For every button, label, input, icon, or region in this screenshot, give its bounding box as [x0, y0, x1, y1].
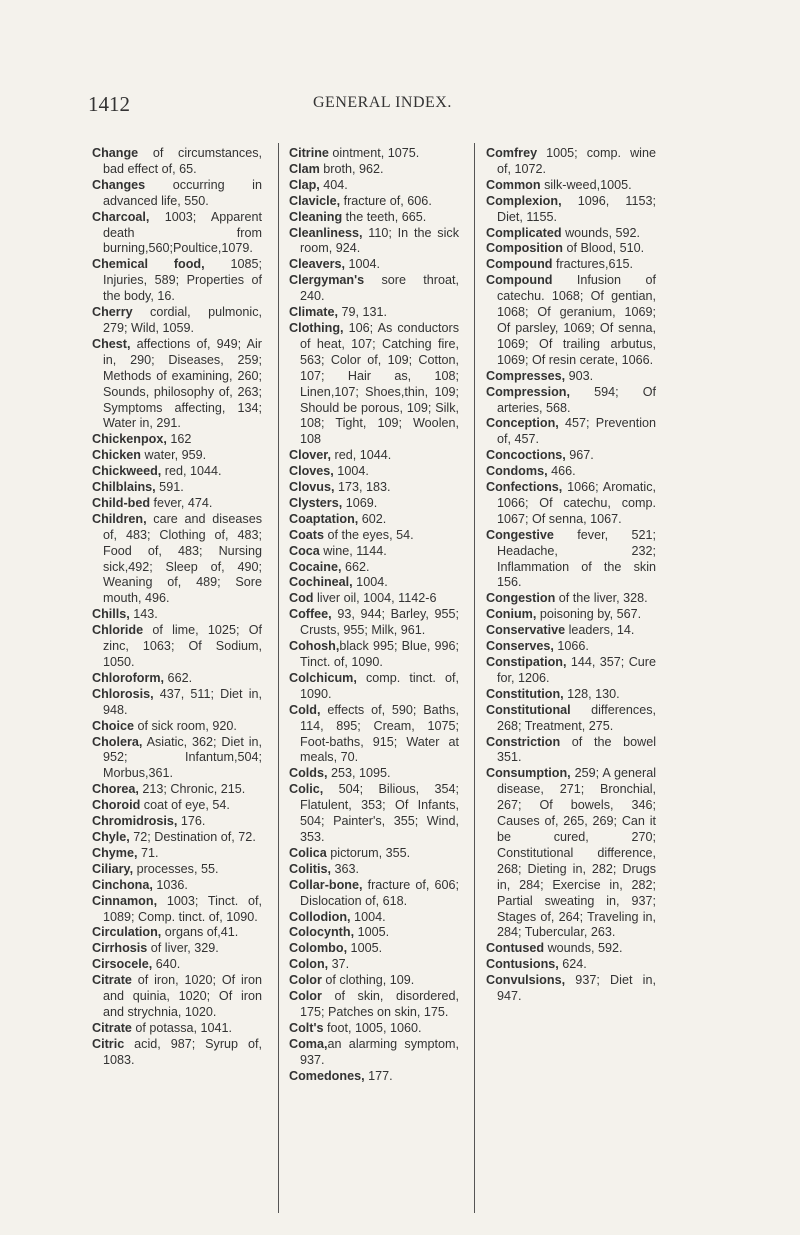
index-entry [92, 846, 262, 862]
index-term: Compresses, [486, 368, 566, 383]
index-entry [289, 1037, 459, 1069]
index-references: of iron, 1020; Of iron and quinia, 1020; Of iron and strychnia, 1020. [103, 973, 262, 1019]
index-entry [92, 941, 262, 957]
index-entry [289, 162, 459, 178]
index-references: 1005. [347, 941, 383, 956]
index-references: 1004. [350, 909, 386, 924]
index-term: Complicated [486, 225, 562, 240]
index-entry [289, 671, 459, 703]
index-term: Clovus, [289, 480, 335, 495]
index-references: 1085; Injuries, 589; Properties of the body, 16. [103, 257, 262, 304]
index-entry [289, 321, 459, 448]
index-references: fractures,615. [552, 257, 633, 272]
index-term: Charcoal, [92, 209, 150, 224]
index-references: of potassa, 1041. [131, 1020, 233, 1035]
index-references: 662. [341, 559, 370, 574]
index-references: wine, 1144. [319, 543, 387, 558]
index-entry [289, 1069, 459, 1085]
index-entry [486, 416, 656, 448]
index-term: Children, [92, 511, 147, 526]
index-references: 640. [152, 957, 181, 972]
index-references: 1066; Aromatic, 1066; Of catechu, comp. 1067; Of senna, 1067. [497, 480, 656, 526]
index-entry [92, 878, 262, 894]
index-term: Coma, [289, 1036, 328, 1051]
index-term: Cleanliness, [289, 225, 363, 240]
index-entry [289, 941, 459, 957]
index-term: Ciliary, [92, 861, 134, 876]
index-references: affections of, 949; Air in, 290; Diseases, 259; Methods of examining, 260; Sounds, philosophy of, 263; Symptoms affecting, 134; Water in, 291. [103, 336, 262, 431]
index-references: 437, 511; Diet in, 948. [103, 686, 262, 717]
index-entry [92, 973, 262, 1021]
index-references: 1005. [354, 925, 390, 940]
index-entry [92, 894, 262, 926]
index-term: Consumption, [486, 766, 571, 781]
index-entry [486, 273, 656, 368]
index-term: Congestion [486, 591, 556, 606]
index-references: 259; A general disease, 271; Bronchial, 267; Of bowels, 346; Causes of, 265, 269; Can it be cured, 270; Constitutional difference, 268; Dieting in, 282; Drugs in, 284; Exercise in, 282; Partial sweating in, 937; Stages of, 264; Traveling in, 284; Tubercular, 263. [497, 766, 656, 940]
index-references: 662. [164, 670, 193, 685]
index-term: Choice [92, 718, 134, 733]
index-term: Chloride [92, 623, 144, 638]
index-term: Constitution, [486, 686, 564, 701]
index-references: red, 1044. [331, 448, 392, 463]
index-entry [486, 957, 656, 973]
index-references: fever, 474. [150, 495, 213, 510]
index-entry [92, 432, 262, 448]
index-references: comp. tinct. of, 1090. [300, 670, 459, 701]
index-entry [92, 178, 262, 210]
index-references: 1005; comp. wine of, 1072. [497, 146, 656, 176]
index-term: Congestive [486, 527, 554, 542]
index-term: Clavicle, [289, 193, 341, 208]
index-term: Colica [289, 845, 327, 860]
index-references: 1004. [345, 257, 381, 272]
index-entry [486, 623, 656, 639]
index-term: Cirsocele, [92, 957, 153, 972]
index-entry [289, 989, 459, 1021]
index-term: Comfrey [486, 146, 538, 160]
index-references: processes, 55. [133, 861, 219, 876]
index-entry [289, 257, 459, 273]
index-entry [486, 226, 656, 242]
index-term: Cloves, [289, 464, 334, 479]
index-term: Chickweed, [92, 464, 162, 479]
index-references: 1004. [333, 464, 369, 479]
index-entry [92, 782, 262, 798]
index-references: water, 959. [141, 448, 207, 463]
index-entry [289, 178, 459, 194]
index-term: Colchicum, [289, 670, 357, 685]
index-term: Chemical food, [92, 257, 205, 272]
index-entry [486, 528, 656, 592]
index-entry [486, 257, 656, 273]
index-entry [289, 146, 459, 162]
index-term: Cherry [92, 305, 133, 320]
index-term: Concoctions, [486, 448, 566, 463]
index-references: liver oil, 1004, 1142-6 [313, 591, 437, 606]
index-references: 457; Prevention of, 457. [497, 416, 656, 447]
index-term: Chickenpox, [92, 432, 167, 447]
index-term: Colombo, [289, 941, 348, 956]
index-entry [486, 607, 656, 623]
column-divider [278, 143, 279, 1213]
index-term: Cholera, [92, 734, 143, 749]
index-entry [486, 369, 656, 385]
index-references: 176. [177, 814, 206, 829]
index-column-3 [486, 146, 656, 1005]
index-entry [486, 385, 656, 417]
index-references: 143. [129, 607, 158, 622]
index-references: black 995; Blue, 996; Tinct. of, 1090. [300, 639, 459, 669]
index-term: Colds, [289, 766, 328, 781]
index-term: Chest, [92, 336, 131, 351]
index-references: 1096, 1153; Diet, 1155. [497, 193, 656, 224]
index-entry [92, 607, 262, 623]
index-entry [92, 257, 262, 305]
index-term: Compression, [486, 384, 570, 399]
index-references: 110; In the sick room, 924. [300, 225, 459, 256]
index-term: Cleaning [289, 209, 343, 224]
index-term: Conception, [486, 416, 559, 431]
index-references: 624. [558, 957, 587, 972]
index-term: Constipation, [486, 655, 567, 669]
index-term: Colic, [289, 782, 324, 797]
index-entry [92, 957, 262, 973]
index-term: Citric [92, 1036, 125, 1051]
index-term: Clam [289, 161, 320, 176]
index-term: Cinnamon, [92, 893, 158, 908]
index-term: Chorea, [92, 782, 139, 797]
index-entry [486, 687, 656, 703]
index-references: silk-weed,1005. [540, 177, 632, 192]
index-entry [289, 226, 459, 258]
index-entry [289, 973, 459, 989]
index-references: organs of,41. [161, 925, 239, 940]
index-term: Color [289, 989, 322, 1004]
index-term: Colon, [289, 957, 329, 972]
index-entry [289, 194, 459, 210]
index-term: Chyle, [92, 829, 130, 844]
index-entry [289, 846, 459, 862]
index-references: 594; Of arteries, 568. [497, 384, 656, 415]
index-term: Colitis, [289, 861, 331, 876]
index-entry [92, 814, 262, 830]
index-references: 903. [565, 368, 594, 383]
index-term: Cod [289, 591, 314, 606]
index-references: fracture of, 606. [340, 193, 432, 208]
index-references: 466. [547, 464, 576, 479]
index-term: Citrate [92, 1020, 132, 1035]
index-references: of the liver, 328. [555, 591, 648, 606]
index-entry [289, 591, 459, 607]
index-references: red, 1044. [161, 464, 222, 479]
running-head: GENERAL INDEX. [313, 94, 452, 111]
index-references: 79, 131. [338, 305, 388, 320]
index-entry [92, 480, 262, 496]
index-entry [92, 798, 262, 814]
index-references: 1069. [342, 495, 378, 510]
index-term: Circulation, [92, 925, 162, 940]
page-header [88, 92, 708, 122]
index-references: 71. [137, 845, 159, 860]
index-references: 602. [358, 511, 387, 526]
index-entry [92, 1021, 262, 1037]
index-entry [486, 591, 656, 607]
index-term: Choroid [92, 798, 141, 813]
column-divider [474, 143, 475, 1213]
index-entry [92, 735, 262, 783]
index-entry [289, 862, 459, 878]
index-references: cordial, pulmonic, 279; Wild, 1059. [103, 305, 262, 335]
index-references: fever, 521; Headache, 232; Inflammation of the skin 156. [497, 527, 656, 590]
index-references: fracture of, 606; Dislocation of, 618. [300, 877, 459, 908]
index-entry [486, 655, 656, 687]
index-entry [486, 178, 656, 194]
index-references: 591. [155, 480, 184, 495]
index-references: of clothing, 109. [321, 973, 415, 988]
index-term: Citrate [92, 973, 132, 988]
index-entry [92, 623, 262, 671]
index-entry [92, 862, 262, 878]
index-entry [289, 464, 459, 480]
index-references: 37. [328, 957, 350, 972]
index-entry [486, 703, 656, 735]
index-term: Clap, [289, 177, 320, 192]
index-references: coat of eye, 54. [140, 798, 230, 813]
index-term: Constriction [486, 734, 561, 749]
index-entry [486, 766, 656, 941]
index-column-1 [92, 146, 262, 1069]
index-references: 1004. [352, 575, 388, 590]
index-references: 404. [319, 177, 348, 192]
index-entry [289, 575, 459, 591]
index-entry [486, 735, 656, 767]
index-references: 177. [364, 1068, 393, 1083]
index-term: Convulsions, [486, 973, 566, 988]
index-entry [289, 448, 459, 464]
index-references: 144, 357; Cure for, 1206. [497, 655, 656, 685]
index-references: of circumstances, bad effect of, 65. [103, 146, 262, 176]
index-entry [289, 878, 459, 910]
index-entry [289, 305, 459, 321]
index-term: Compound [486, 257, 553, 272]
index-references: poisoning by, 567. [536, 607, 642, 622]
index-references: of sick room, 920. [134, 718, 237, 733]
index-references: care and diseases of, 483; Clothing of, 483; Food of, 483; Nursing sick,492; Sleep of, 490; Weaning of, 489; Sore mouth, 496. [103, 511, 262, 606]
index-term: Chromidrosis, [92, 814, 178, 829]
index-references: effects of, 590; Baths, 114, 895; Cream, 1075; Foot-baths, 915; Water at meals, 70. [300, 702, 459, 765]
index-entry [289, 544, 459, 560]
index-entry [289, 560, 459, 576]
index-references: ointment, 1075. [328, 146, 420, 160]
index-term: Clover, [289, 448, 331, 463]
index-entry [486, 639, 656, 655]
index-term: Composition [486, 241, 563, 256]
index-references: 173, 183. [334, 480, 391, 495]
index-entry [289, 496, 459, 512]
index-term: Collar-bone, [289, 877, 363, 892]
index-term: Conserves, [486, 639, 554, 654]
index-entry [486, 973, 656, 1005]
index-references: 213; Chronic, 215. [138, 782, 246, 797]
index-entry [486, 941, 656, 957]
index-entry [289, 273, 459, 305]
index-term: Confections, [486, 480, 563, 495]
index-entry [486, 448, 656, 464]
index-entry [486, 464, 656, 480]
index-entry [289, 766, 459, 782]
index-term: Clergyman's [289, 273, 365, 288]
index-references: Infusion of catechu. 1068; Of gentian, 1068; Of geranium, 1069; Of parsley, 1069; Of senna, 1069; Of trailing arbutus, 1069; Of resin cerate, 1066. [497, 273, 656, 367]
index-term: Clothing, [289, 320, 344, 335]
index-term: Contusions, [486, 957, 559, 972]
index-entry [92, 830, 262, 846]
index-term: Chilblains, [92, 480, 156, 495]
index-term: Cohosh, [289, 639, 340, 654]
index-term: Contused [486, 941, 545, 956]
index-entry [92, 448, 262, 464]
index-references: 504; Bilious, 354; Flatulent, 353; Of Infants, 504; Painter's, 355; Wind, 353. [300, 782, 459, 844]
index-term: Changes [92, 177, 146, 192]
index-entry [92, 719, 262, 735]
index-entry [289, 480, 459, 496]
index-term: Chills, [92, 607, 130, 622]
index-entry [289, 210, 459, 226]
index-entry [289, 512, 459, 528]
index-entry [92, 671, 262, 687]
index-references: 363. [330, 861, 359, 876]
index-entry [92, 210, 262, 258]
index-references: of the bowel 351. [497, 734, 656, 765]
index-term: Clysters, [289, 495, 343, 510]
index-references: of lime, 1025; Of zinc, 1063; Of Sodium, 1050. [103, 623, 262, 669]
index-entry [486, 194, 656, 226]
index-term: Compound [486, 273, 553, 288]
index-term: Chloroform, [92, 670, 165, 685]
index-entry [92, 146, 262, 178]
index-references: 72; Destination of, 72. [129, 829, 256, 844]
index-references: an alarming symptom, 937. [300, 1036, 459, 1067]
index-references: 967. [565, 448, 594, 463]
index-entry [92, 512, 262, 607]
index-entry [289, 703, 459, 767]
index-entry [289, 782, 459, 846]
index-references: the teeth, 665. [342, 209, 427, 224]
index-references: 1066. [553, 639, 589, 654]
index-references: 106; As conductors of heat, 107; Catching fire, 563; Color of, 109; Cotton, 107; Hair as, 108; Linen,107; Shoes,thin, 109; Should be porous, 109; Silk, 108; Tight, 109; Woolen, 108 [300, 320, 459, 447]
index-entry [289, 528, 459, 544]
index-term: Cocaine, [289, 559, 342, 574]
index-references: 93, 944; Barley, 955; Crusts, 955; Milk, 961. [300, 607, 459, 638]
index-term: Child-bed [92, 495, 151, 510]
index-term: Collodion, [289, 909, 351, 924]
index-term: Citrine [289, 146, 329, 160]
index-references: 1003; Apparent death from burning,560;Poultice,1079. [103, 209, 262, 256]
index-term: Color [289, 973, 322, 988]
index-term: Chlorosis, [92, 686, 154, 701]
index-references: broth, 962. [319, 161, 384, 176]
index-term: Cochineal, [289, 575, 353, 590]
index-term: Constitutional [486, 702, 571, 717]
index-references: wounds, 592. [544, 941, 623, 956]
index-entry [92, 337, 262, 432]
index-term: Comedones, [289, 1068, 365, 1083]
index-term: Chyme, [92, 845, 138, 860]
index-references: 162 [166, 432, 192, 447]
index-entry [289, 639, 459, 671]
index-entry [486, 146, 656, 178]
index-entry [289, 910, 459, 926]
index-term: Chicken [92, 448, 141, 463]
index-references: of Blood, 510. [562, 241, 645, 256]
index-references: foot, 1005, 1060. [323, 1020, 422, 1035]
index-entry [92, 305, 262, 337]
index-term: Colt's [289, 1020, 324, 1035]
index-term: Coats [289, 527, 324, 542]
index-references: pictorum, 355. [326, 845, 411, 860]
index-term: Coca [289, 543, 320, 558]
index-references: 253, 1095. [327, 766, 391, 781]
index-term: Cinchona, [92, 877, 153, 892]
index-term: Conservative [486, 623, 566, 638]
index-term: Change [92, 146, 139, 160]
index-entry [289, 925, 459, 941]
index-references: of the eyes, 54. [324, 527, 414, 542]
index-references: 128, 130. [563, 686, 620, 701]
index-references: differences, 268; Treatment, 275. [497, 702, 656, 733]
page-number: 1412 [88, 92, 130, 116]
index-references: 1003; Tinct. of, 1089; Comp. tinct. of, 1090. [103, 893, 262, 924]
index-entry [92, 464, 262, 480]
index-entry [486, 480, 656, 528]
index-term: Condoms, [486, 464, 548, 479]
index-term: Coaptation, [289, 511, 359, 526]
index-term: Common [486, 177, 541, 192]
index-entry [92, 1037, 262, 1069]
index-references: 1036. [152, 877, 188, 892]
index-references: leaders, 14. [565, 623, 635, 638]
index-entry [486, 241, 656, 257]
index-entry [92, 496, 262, 512]
index-entry [289, 957, 459, 973]
index-term: Colocynth, [289, 925, 355, 940]
index-references: 937; Diet in, 947. [497, 973, 656, 1004]
index-references: acid, 987; Syrup of, 1083. [103, 1036, 262, 1067]
index-entry [92, 687, 262, 719]
index-term: Climate, [289, 305, 338, 320]
index-term: Complexion, [486, 193, 562, 208]
index-references: occurring in advanced life, 550. [103, 177, 262, 208]
index-term: Cleavers, [289, 257, 346, 272]
index-column-2 [289, 146, 459, 1084]
index-references: Asiatic, 362; Diet in, 952; Infantum,504; Morbus,361. [103, 734, 262, 781]
index-references: of liver, 329. [147, 941, 219, 956]
index-term: Cold, [289, 702, 321, 717]
index-term: Coffee, [289, 607, 332, 622]
index-term: Cirrhosis [92, 941, 148, 956]
index-references: sore throat, 240. [300, 273, 459, 304]
index-references: wounds, 592. [561, 225, 640, 240]
index-references: of skin, disordered, 175; Patches on skin, 175. [300, 989, 459, 1019]
index-entry [92, 925, 262, 941]
index-term: Conium, [486, 607, 537, 622]
index-entry [289, 607, 459, 639]
index-entry [289, 1021, 459, 1037]
